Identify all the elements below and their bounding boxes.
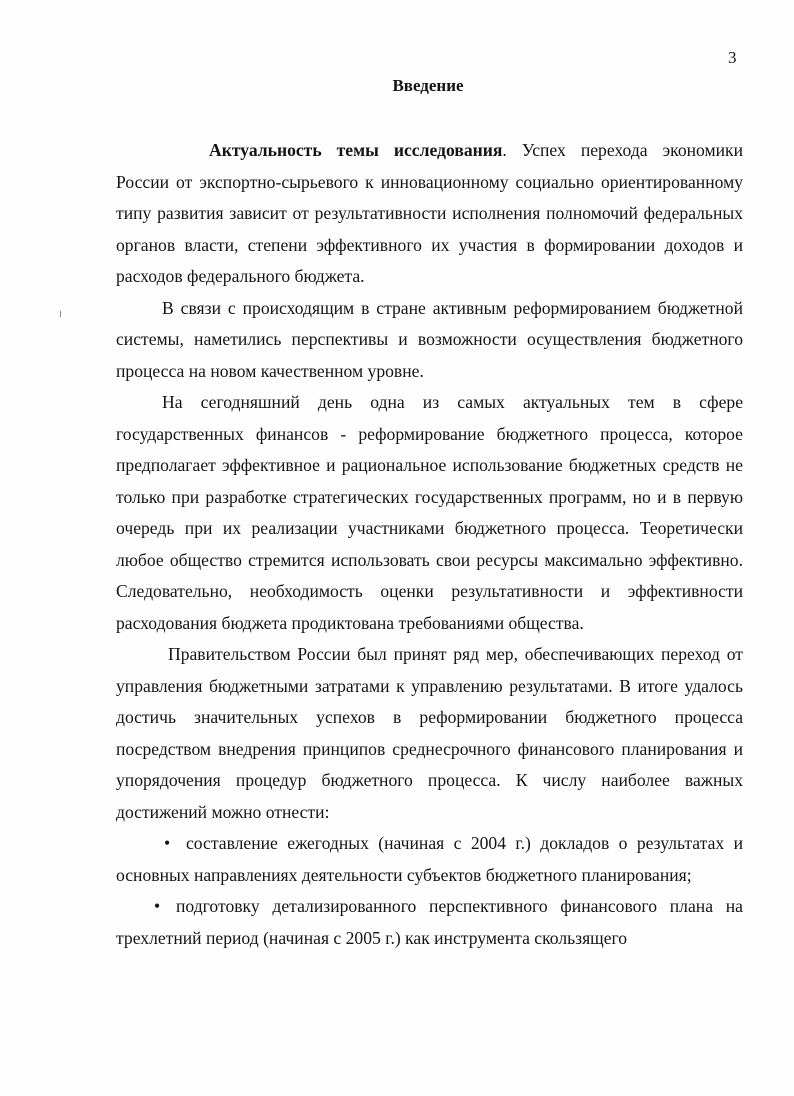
bullet-text: составление ежегодных (начиная с 2004 г.) докладов о результатах и основных направлениях деятельности субъектов бюджетного планирования; [116, 833, 743, 885]
relevance-text: . Успех перехода экономики России от экспортно-сырьевого к инновационному социально ориентированному типу развития зависит от результативности исполнения полномочий федеральных органов власти, степени эффективного их участия в формировании доходов и расходов федерального бюджета. [116, 140, 744, 286]
bullet-item-plan [116, 891, 743, 954]
paragraph-finance: На сегодняшний день одна из самых актуальных тем в сфере государственных финансов - реформирование бюджетного процесса, которое предполагает эффективное и рациональное использование бюджетных средств не только при разработке стратегических государственных программ, но и в первую очередь при их реализации участниками бюджетного процесса. Теоретически любое общество стремится использовать свои ресурсы максимально эффективно. Следовательно, необходимость оценки результативности и эффективности расходования бюджета продиктована требованиями общества. [116, 392, 743, 633]
bullet-icon: • [154, 896, 161, 916]
body-text [116, 135, 743, 954]
bullet-icon: • [164, 833, 171, 853]
paragraph-relevance [116, 135, 743, 293]
paragraph-government: Правительством России был принят ряд мер, обеспечивающих переход от управления бюджетными затратами к управлению результатами. В итоге удалось достичь значительных успехов в реформировании бюджетного процесса посредством внедрения принципов среднесрочного финансового планирования и упорядочения процедур бюджетного процесса. К числу наиболее важных достижений можно отнести: [116, 644, 743, 822]
bullet-item-reports [116, 828, 743, 891]
relevance-heading: Актуальность темы исследования [209, 140, 503, 160]
page-number: 3 [728, 48, 737, 67]
paragraph-reform: В связи с происходящим в стране активным реформированием бюджетной системы, наметились перспективы и возможности осуществления бюджетного процесса на новом качественном уровне. [116, 297, 743, 381]
scan-speck [60, 311, 61, 317]
section-title: Введение [392, 76, 464, 95]
bullet-text: подготовку детализированного перспективного финансового плана на трехлетний период (начиная с 2005 г.) как инструмента скользящего [116, 896, 743, 948]
